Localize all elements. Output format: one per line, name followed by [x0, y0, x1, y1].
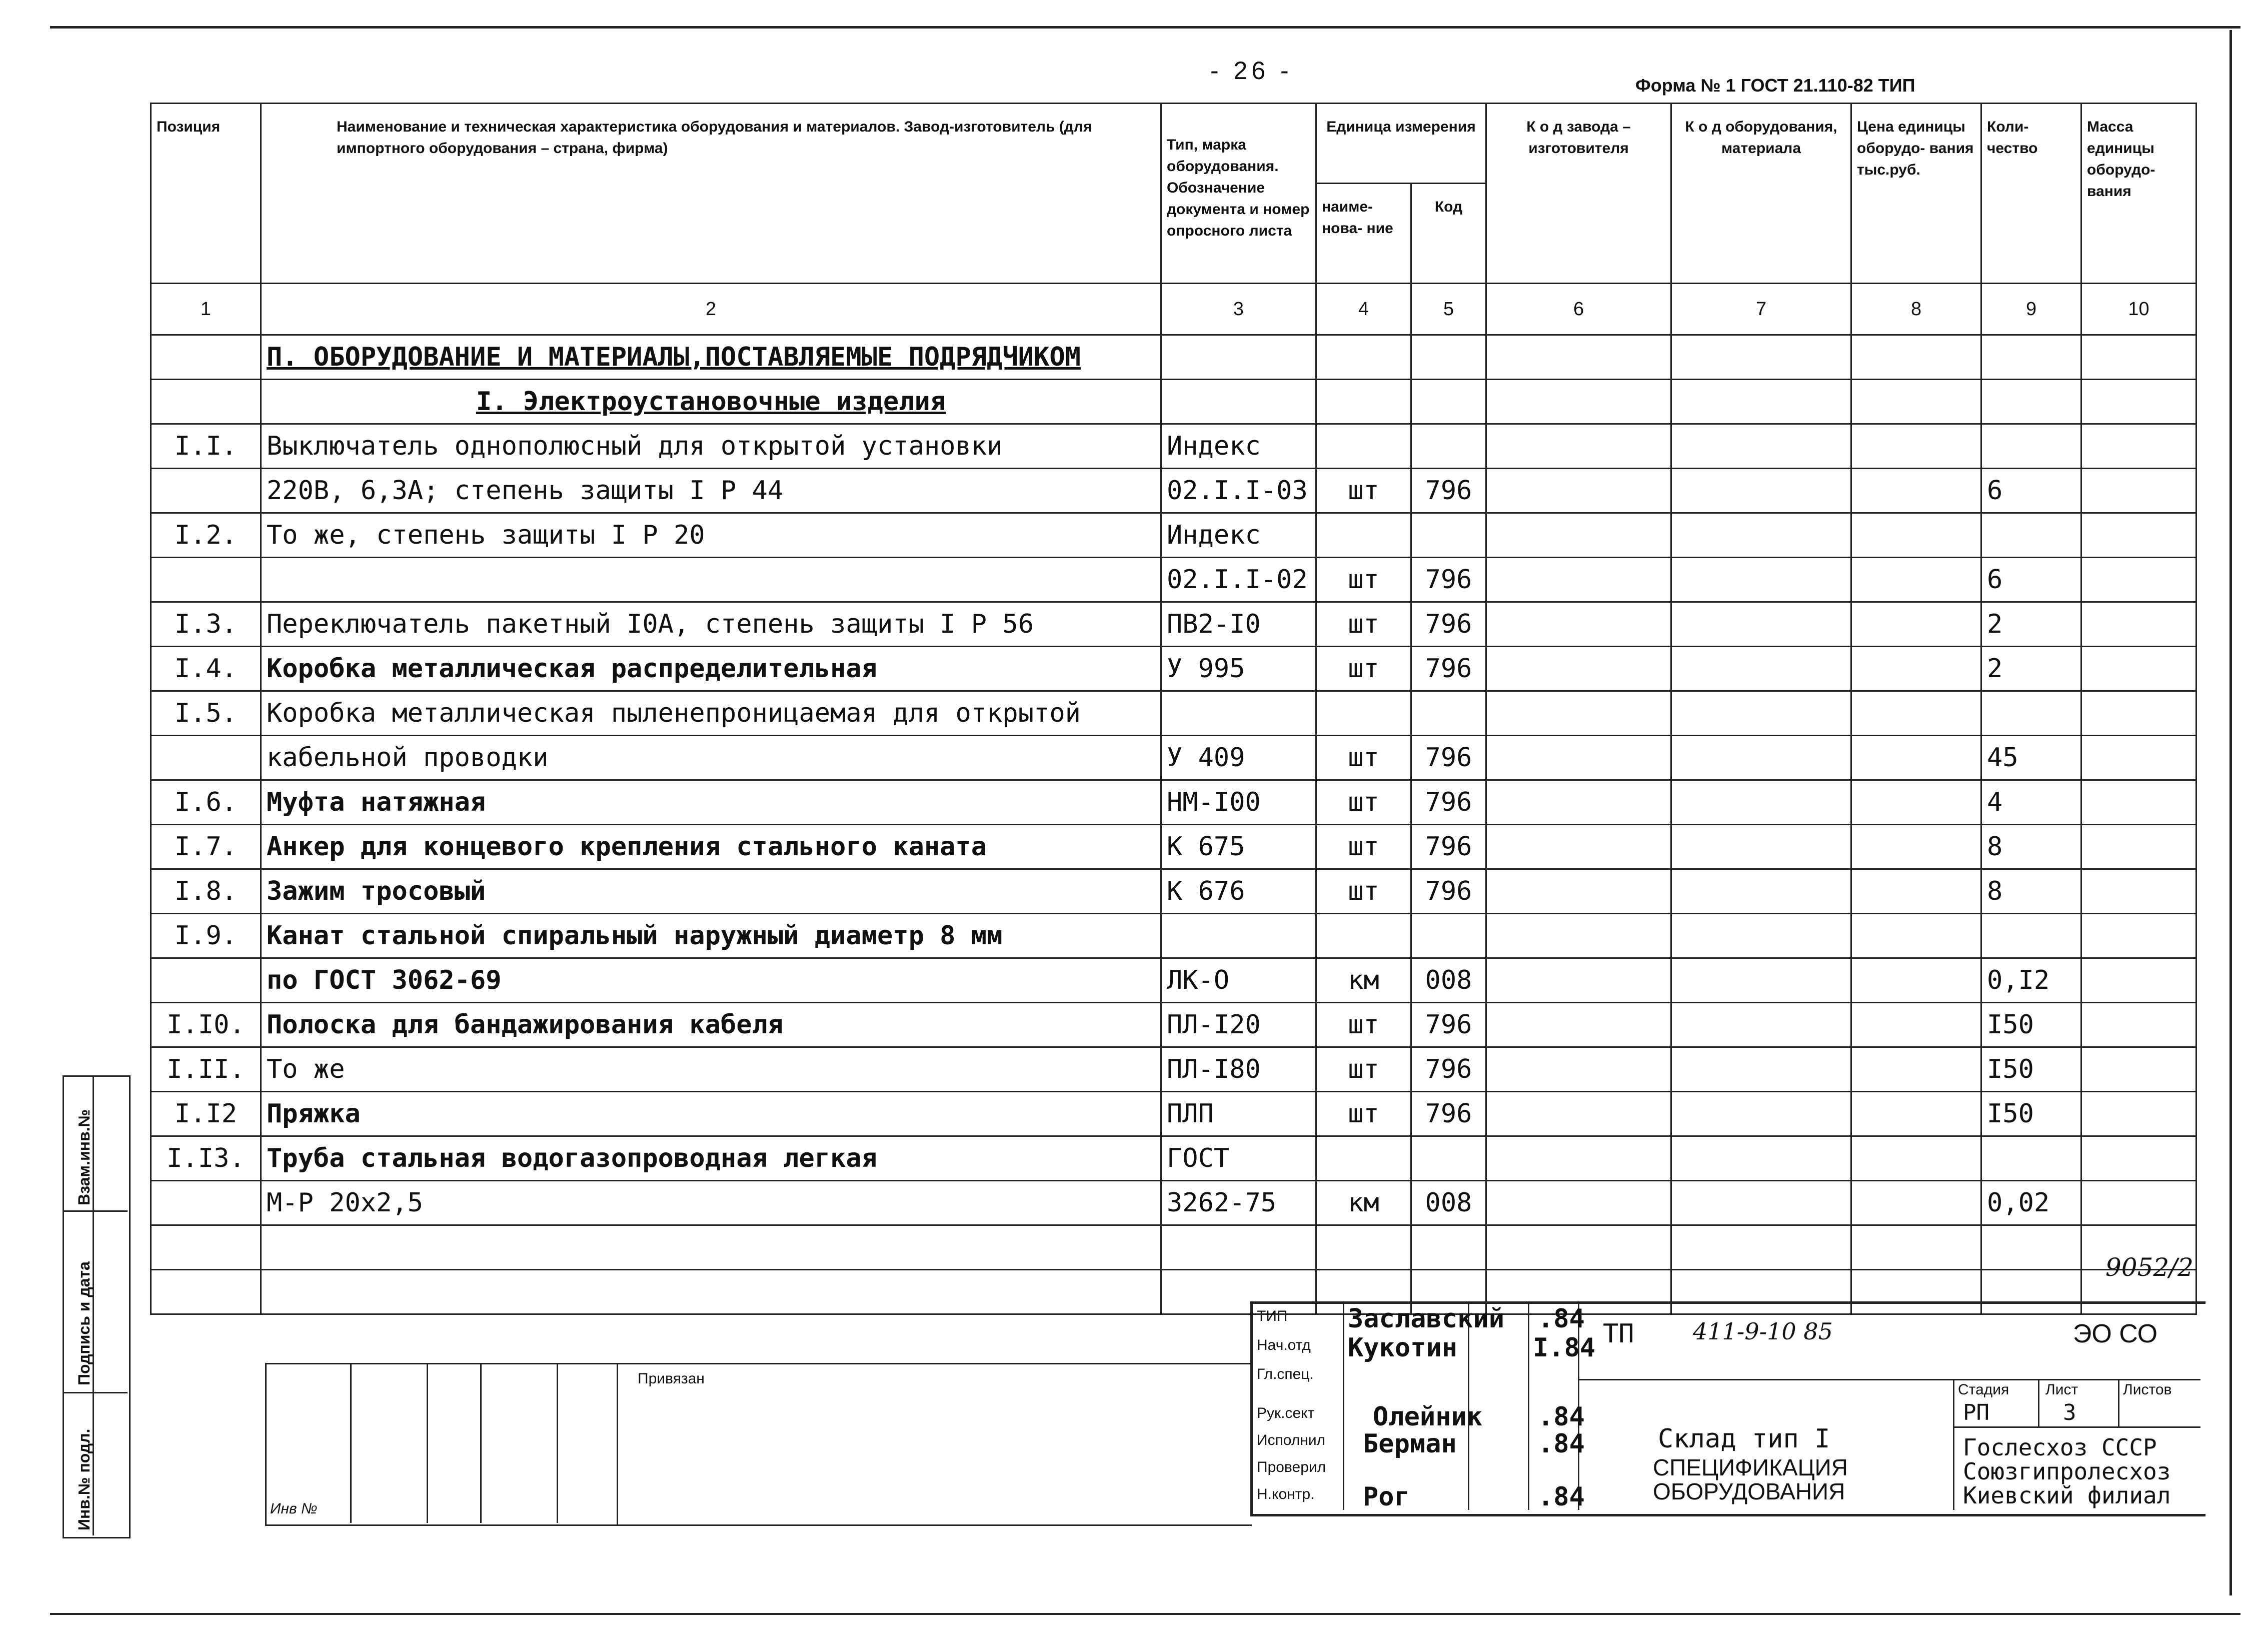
factory-code-cell [1486, 1047, 1671, 1092]
quantity-cell: I50 [1981, 1047, 2081, 1092]
price-cell [1851, 914, 1981, 958]
unit-code-cell: 796 [1411, 869, 1486, 914]
title-block [1250, 1301, 2205, 1516]
unit-code-cell: 796 [1411, 558, 1486, 602]
unit-cell: шт [1316, 736, 1411, 780]
position-cell: I.I0. [151, 1003, 261, 1047]
name-cell: Анкер для концевого крепления стального каната [261, 825, 1161, 869]
table-row [151, 914, 2196, 958]
price-cell [1851, 1181, 1981, 1225]
type-cell: Индекс [1161, 513, 1316, 558]
price-cell [1851, 424, 1981, 469]
name-cell: Полоска для бандажирования кабеля [261, 1003, 1161, 1047]
type-cell: К 676 [1161, 869, 1316, 914]
position-cell [151, 1181, 261, 1225]
unit-cell: шт [1316, 469, 1411, 513]
factory-code-cell [1486, 825, 1671, 869]
header-type: Тип, марка оборудования. Обозначение документа и номер опросного листа [1161, 104, 1316, 284]
unit-code-cell: 796 [1411, 647, 1486, 691]
name-cell: Канат стальной спиральный наружный диаметр 8 мм [261, 914, 1161, 958]
spec-rows [151, 424, 2196, 1225]
stamp-org-line2: Союзгипролесхоз [1963, 1458, 2171, 1485]
column-number: 3 [1161, 284, 1316, 335]
factory-code-cell [1486, 736, 1671, 780]
subsection-row [151, 380, 2196, 424]
unit-code-cell: 796 [1411, 825, 1486, 869]
stamp-date: .84 [1538, 1304, 1585, 1334]
equipment-code-cell [1671, 1003, 1851, 1047]
table-row [151, 869, 2196, 914]
name-cell: Переключатель пакетный I0А, степень защиты I Р 56 [261, 602, 1161, 647]
mass-cell [2081, 558, 2196, 602]
mass-cell [2081, 869, 2196, 914]
column-number: 6 [1486, 284, 1671, 335]
stamp-name: Заславский [1348, 1304, 1505, 1334]
unit-code-cell [1411, 513, 1486, 558]
column-number: 5 [1411, 284, 1486, 335]
position-cell: I.3. [151, 602, 261, 647]
left-margin-divider [63, 1210, 128, 1393]
quantity-cell: 0,02 [1981, 1181, 2081, 1225]
unit-cell: км [1316, 1181, 1411, 1225]
name-cell: М-Р 20х2,5 [261, 1181, 1161, 1225]
table-row [151, 647, 2196, 691]
mass-cell [2081, 1003, 2196, 1047]
stamp-name: Рог [1363, 1482, 1410, 1512]
mass-cell [2081, 1047, 2196, 1092]
position-cell: I.I3. [151, 1136, 261, 1181]
unit-cell: шт [1316, 780, 1411, 825]
header-mass: Масса единицы оборудо- вания [2081, 104, 2196, 284]
bottom-rule [50, 1613, 2240, 1615]
stamp-date: .84 [1538, 1482, 1585, 1512]
quantity-cell: 2 [1981, 647, 2081, 691]
unit-cell [1316, 424, 1411, 469]
quantity-cell: 2 [1981, 602, 2081, 647]
table-row [151, 736, 2196, 780]
type-cell: ПЛ-I80 [1161, 1047, 1316, 1092]
column-number: 10 [2081, 284, 2196, 335]
column-number: 7 [1671, 284, 1851, 335]
factory-code-cell [1486, 1136, 1671, 1181]
name-cell: 220В, 6,3А; степень защиты I Р 44 [261, 469, 1161, 513]
table-row [151, 469, 2196, 513]
position-cell: I.I. [151, 424, 261, 469]
quantity-cell: 8 [1981, 869, 2081, 914]
price-cell [1851, 647, 1981, 691]
price-cell [1851, 469, 1981, 513]
mass-cell [2081, 1181, 2196, 1225]
header-unit-name: наиме- нова- ние [1316, 184, 1411, 284]
header-position: Позиция [151, 104, 261, 284]
position-cell [151, 736, 261, 780]
section-title: П. ОБОРУДОВАНИЕ И МАТЕРИАЛЫ,ПОСТАВЛЯЕМЫЕ ПОДРЯДЧИКОМ [261, 335, 1161, 380]
price-cell [1851, 958, 1981, 1003]
unit-code-cell: 796 [1411, 602, 1486, 647]
mass-cell [2081, 424, 2196, 469]
unit-code-cell: 796 [1411, 1092, 1486, 1136]
type-cell: 3262-75 [1161, 1181, 1316, 1225]
table-row [151, 424, 2196, 469]
document-code: 9052/2 [2105, 1253, 2193, 1282]
stamp-role: Нач.отд [1257, 1337, 1311, 1353]
unit-cell: шт [1316, 869, 1411, 914]
stamp-role: ТИП [1257, 1308, 1288, 1324]
unit-cell: шт [1316, 1003, 1411, 1047]
stamp-name: Берман [1363, 1429, 1457, 1459]
name-cell: кабельной проводки [261, 736, 1161, 780]
unit-code-cell: 796 [1411, 1047, 1486, 1092]
type-cell [1161, 914, 1316, 958]
header-quantity: Коли- чество [1981, 104, 2081, 284]
column-number: 8 [1851, 284, 1981, 335]
mass-cell [2081, 469, 2196, 513]
stamp-title-line2: ОБОРУДОВАНИЯ [1653, 1478, 1845, 1504]
position-cell: I.6. [151, 780, 261, 825]
equipment-code-cell [1671, 469, 1851, 513]
unit-code-cell: 008 [1411, 1181, 1486, 1225]
equipment-code-cell [1671, 825, 1851, 869]
quantity-cell: 0,I2 [1981, 958, 2081, 1003]
quantity-cell [1981, 914, 2081, 958]
quantity-cell: 8 [1981, 825, 2081, 869]
mass-cell [2081, 602, 2196, 647]
column-number: 9 [1981, 284, 2081, 335]
header-unit-code: Код [1411, 184, 1486, 284]
name-cell: То же [261, 1047, 1161, 1092]
name-cell: Пряжка [261, 1092, 1161, 1136]
type-cell: Индекс [1161, 424, 1316, 469]
unit-cell [1316, 914, 1411, 958]
unit-cell: км [1316, 958, 1411, 1003]
quantity-cell: 4 [1981, 780, 2081, 825]
unit-code-cell: 796 [1411, 736, 1486, 780]
binding-grid-col [350, 1363, 428, 1523]
form-label: Форма № 1 ГОСТ 21.110-82 ТИП [1635, 75, 1915, 96]
mass-cell [2081, 825, 2196, 869]
mass-cell [2081, 736, 2196, 780]
stamp-name: Кукотин [1348, 1333, 1458, 1363]
factory-code-cell [1486, 780, 1671, 825]
mass-cell [2081, 914, 2196, 958]
quantity-cell: 45 [1981, 736, 2081, 780]
equipment-code-cell [1671, 558, 1851, 602]
type-cell: ПЛ-I20 [1161, 1003, 1316, 1047]
name-cell: Коробка металлическая пыленепроницаемая для открытой [261, 691, 1161, 736]
table-row [151, 691, 2196, 736]
unit-code-cell [1411, 691, 1486, 736]
unit-code-cell: 796 [1411, 469, 1486, 513]
unit-cell: шт [1316, 1092, 1411, 1136]
price-cell [1851, 1092, 1981, 1136]
table-row [151, 1092, 2196, 1136]
position-cell [151, 958, 261, 1003]
position-cell: I.8. [151, 869, 261, 914]
factory-code-cell [1486, 1181, 1671, 1225]
margin-label-signature-date: Подпись и дата [75, 1261, 93, 1385]
inv-label: Инв № [270, 1500, 318, 1517]
equipment-code-cell [1671, 1092, 1851, 1136]
factory-code-cell [1486, 513, 1671, 558]
equipment-code-cell [1671, 691, 1851, 736]
factory-code-cell [1486, 424, 1671, 469]
column-number: 4 [1316, 284, 1411, 335]
unit-cell [1316, 691, 1411, 736]
price-cell [1851, 825, 1981, 869]
position-cell [151, 469, 261, 513]
stamp-mark: ЭО СО [2073, 1319, 2158, 1348]
unit-cell: шт [1316, 602, 1411, 647]
table-row [151, 825, 2196, 869]
table-row [151, 558, 2196, 602]
blank-row [151, 1225, 2196, 1270]
position-cell: I.I2 [151, 1092, 261, 1136]
equipment-code-cell [1671, 736, 1851, 780]
equipment-code-cell [1671, 869, 1851, 914]
equipment-code-cell [1671, 958, 1851, 1003]
price-cell [1851, 513, 1981, 558]
price-cell [1851, 558, 1981, 602]
type-cell: ПЛП [1161, 1092, 1316, 1136]
stamp-project-number: 411-9-10 85 [1693, 1318, 1833, 1345]
header-factory-code: К о д завода – изготовителя [1486, 104, 1671, 284]
factory-code-cell [1486, 602, 1671, 647]
name-cell: Зажим тросовый [261, 869, 1161, 914]
unit-code-cell [1411, 1136, 1486, 1181]
stamp-object: Склад тип I [1658, 1424, 1830, 1454]
stamp-date: .84 [1538, 1402, 1585, 1432]
type-cell: ГОСТ [1161, 1136, 1316, 1181]
table-row [151, 1047, 2196, 1092]
mass-cell [2081, 1136, 2196, 1181]
position-cell: I.II. [151, 1047, 261, 1092]
column-number: 2 [261, 284, 1161, 335]
price-cell [1851, 1003, 1981, 1047]
name-cell: Труба стальная водогазопроводная легкая [261, 1136, 1161, 1181]
price-cell [1851, 691, 1981, 736]
header-equipment-code: К о д оборудования, материала [1671, 104, 1851, 284]
name-cell: по ГОСТ 3062-69 [261, 958, 1161, 1003]
margin-label-replaced-inv: Взам.инв.№ [75, 1109, 93, 1205]
position-cell: I.5. [151, 691, 261, 736]
stamp-project: ТП [1603, 1319, 1634, 1349]
quantity-cell: 6 [1981, 469, 2081, 513]
equipment-code-cell [1671, 1181, 1851, 1225]
price-cell [1851, 1047, 1981, 1092]
unit-cell: шт [1316, 1047, 1411, 1092]
unit-code-cell: 796 [1411, 1003, 1486, 1047]
position-cell: I.4. [151, 647, 261, 691]
stamp-name: Олейник [1373, 1402, 1483, 1432]
subsection-title: I. Электроустановочные изделия [261, 380, 1161, 424]
type-cell: У 995 [1161, 647, 1316, 691]
factory-code-cell [1486, 958, 1671, 1003]
table-row [151, 958, 2196, 1003]
factory-code-cell [1486, 647, 1671, 691]
type-cell: ЛК-О [1161, 958, 1316, 1003]
stamp-role: Гл.спец. [1257, 1366, 1314, 1382]
name-cell: То же, степень защиты I Р 20 [261, 513, 1161, 558]
section-row [151, 335, 2196, 380]
table-row [151, 1136, 2196, 1181]
factory-code-cell [1486, 469, 1671, 513]
header-name: Наименование и техническая характеристика оборудования и материалов. Завод-изготовитель (для импортного оборудования – страна, фирма) [261, 104, 1161, 284]
stamp-date: .84 [1538, 1429, 1585, 1459]
quantity-cell: I50 [1981, 1003, 2081, 1047]
name-cell: Выключатель однополюсный для открытой установки [261, 424, 1161, 469]
equipment-code-cell [1671, 602, 1851, 647]
unit-cell: шт [1316, 647, 1411, 691]
stamp-org-line1: Гослесхоз СССР [1963, 1434, 2157, 1461]
quantity-cell [1981, 691, 2081, 736]
quantity-cell: 6 [1981, 558, 2081, 602]
unit-code-cell [1411, 424, 1486, 469]
mass-cell [2081, 513, 2196, 558]
type-cell: 02.I.I-03 [1161, 469, 1316, 513]
type-cell [1161, 691, 1316, 736]
equipment-code-cell [1671, 647, 1851, 691]
stamp-date: I.84 [1533, 1333, 1596, 1363]
table-row [151, 513, 2196, 558]
right-rule [2229, 30, 2232, 1595]
table-row [151, 780, 2196, 825]
position-cell [151, 558, 261, 602]
header-row-top [151, 104, 2196, 184]
stamp-role: Проверил [1257, 1459, 1326, 1475]
quantity-cell [1981, 1136, 2081, 1181]
price-cell [1851, 602, 1981, 647]
mass-cell [2081, 647, 2196, 691]
binding-label: Привязан [638, 1370, 705, 1387]
price-cell [1851, 736, 1981, 780]
type-cell: 02.I.I-02 [1161, 558, 1316, 602]
type-cell: ПВ2-I0 [1161, 602, 1316, 647]
name-cell: Коробка металлическая распределительная [261, 647, 1161, 691]
stamp-sheet-label: Лист [2045, 1381, 2078, 1398]
mass-cell [2081, 958, 2196, 1003]
mass-cell [2081, 1092, 2196, 1136]
top-rule [50, 26, 2240, 29]
equipment-code-cell [1671, 424, 1851, 469]
page-number: - 26 - [1210, 57, 1293, 85]
unit-cell [1316, 513, 1411, 558]
stamp-stage: РП [1963, 1400, 1989, 1425]
type-cell: У 409 [1161, 736, 1316, 780]
specification-table [150, 103, 2197, 1315]
stamp-role: Рук.сект [1257, 1405, 1315, 1421]
unit-cell [1316, 1136, 1411, 1181]
price-cell [1851, 1136, 1981, 1181]
margin-label-original-inv: Инв.№ подл. [75, 1428, 93, 1530]
quantity-cell: I50 [1981, 1092, 2081, 1136]
equipment-code-cell [1671, 914, 1851, 958]
table-row [151, 1003, 2196, 1047]
unit-code-cell: 796 [1411, 780, 1486, 825]
factory-code-cell [1486, 1003, 1671, 1047]
unit-code-cell [1411, 914, 1486, 958]
equipment-code-cell [1671, 1136, 1851, 1181]
column-numbers-row [151, 284, 2196, 335]
mass-cell [2081, 691, 2196, 736]
stamp-title-line1: СПЕЦИФИКАЦИЯ [1653, 1454, 1848, 1480]
position-cell: I.9. [151, 914, 261, 958]
stamp-role: Исполнил [1257, 1432, 1326, 1448]
binding-grid-col [480, 1363, 558, 1523]
type-cell: НМ-I00 [1161, 780, 1316, 825]
quantity-cell [1981, 513, 2081, 558]
stamp-sheets-label: Листов [2123, 1381, 2172, 1398]
factory-code-cell [1486, 558, 1671, 602]
stamp-stage-label: Стадия [1958, 1381, 2009, 1398]
binding-grid [265, 1363, 618, 1526]
table-row [151, 602, 2196, 647]
table-row [151, 1181, 2196, 1225]
equipment-code-cell [1671, 1047, 1851, 1092]
factory-code-cell [1486, 1092, 1671, 1136]
price-cell [1851, 869, 1981, 914]
type-cell: К 675 [1161, 825, 1316, 869]
factory-code-cell [1486, 869, 1671, 914]
factory-code-cell [1486, 691, 1671, 736]
stamp-role: Н.контр. [1257, 1486, 1315, 1502]
stamp-org-line3: Киевский филиал [1963, 1482, 2171, 1509]
name-cell: Муфта натяжная [261, 780, 1161, 825]
factory-code-cell [1486, 914, 1671, 958]
unit-cell: шт [1316, 825, 1411, 869]
column-number: 1 [151, 284, 261, 335]
equipment-code-cell [1671, 513, 1851, 558]
quantity-cell [1981, 424, 2081, 469]
header-unit: Единица измерения [1316, 104, 1486, 184]
unit-code-cell: 008 [1411, 958, 1486, 1003]
stamp-sheet: 3 [2063, 1400, 2076, 1425]
unit-cell: шт [1316, 558, 1411, 602]
header-price: Цена единицы оборудо- вания тыс.руб. [1851, 104, 1981, 284]
position-cell: I.7. [151, 825, 261, 869]
position-cell: I.2. [151, 513, 261, 558]
price-cell [1851, 780, 1981, 825]
mass-cell [2081, 780, 2196, 825]
equipment-code-cell [1671, 780, 1851, 825]
name-cell [261, 558, 1161, 602]
